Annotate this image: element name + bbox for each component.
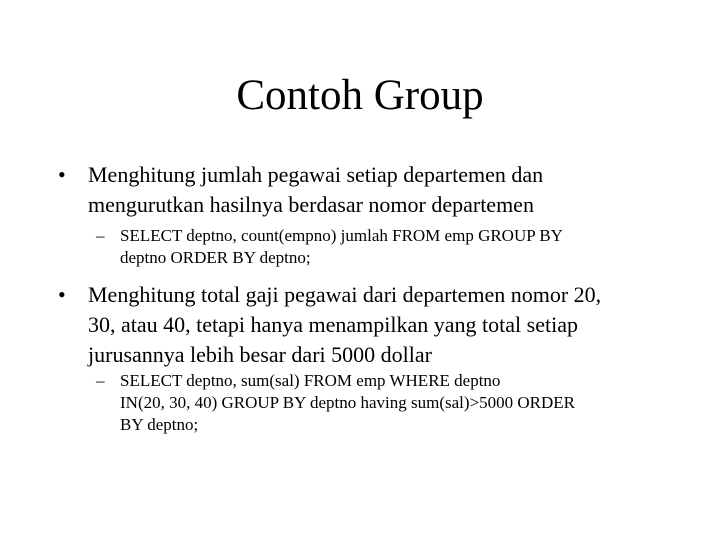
sql-query-line: IN(20, 30, 40) GROUP BY deptno having sum(sal)>5000 ORDER — [120, 393, 576, 412]
sql-query-text — [120, 370, 665, 436]
bullet-text — [88, 280, 668, 370]
sql-query-line: SELECT deptno, sum(sal) FROM emp WHERE deptno — [120, 371, 501, 390]
bullet-text — [88, 160, 668, 220]
sql-query-text — [120, 225, 665, 269]
slide-title: Contoh Group — [236, 72, 484, 119]
bullet-text-line: mengurutkan hasilnya berdasar nomor departemen — [88, 192, 534, 217]
bullet-marker: • — [58, 282, 66, 307]
sql-query-line: SELECT deptno, count(empno) jumlah FROM emp GROUP BY — [120, 226, 563, 245]
bullet-text-line: Menghitung total gaji pegawai dari departemen nomor 20, — [88, 282, 602, 307]
sql-query-line: BY deptno; — [120, 415, 199, 434]
bullet-text-line: jurusannya lebih besar dari 5000 dollar — [88, 342, 432, 367]
bullet-text-line: Menghitung jumlah pegawai setiap departemen dan — [88, 162, 544, 187]
sub-bullet-marker: – — [96, 371, 105, 390]
bullet-marker: • — [58, 162, 66, 187]
sub-bullet-marker: – — [96, 226, 105, 245]
sql-query-line: deptno ORDER BY deptno; — [120, 248, 311, 267]
bullet-text-line: 30, atau 40, tetapi hanya menampilkan yang total setiap — [88, 312, 578, 337]
